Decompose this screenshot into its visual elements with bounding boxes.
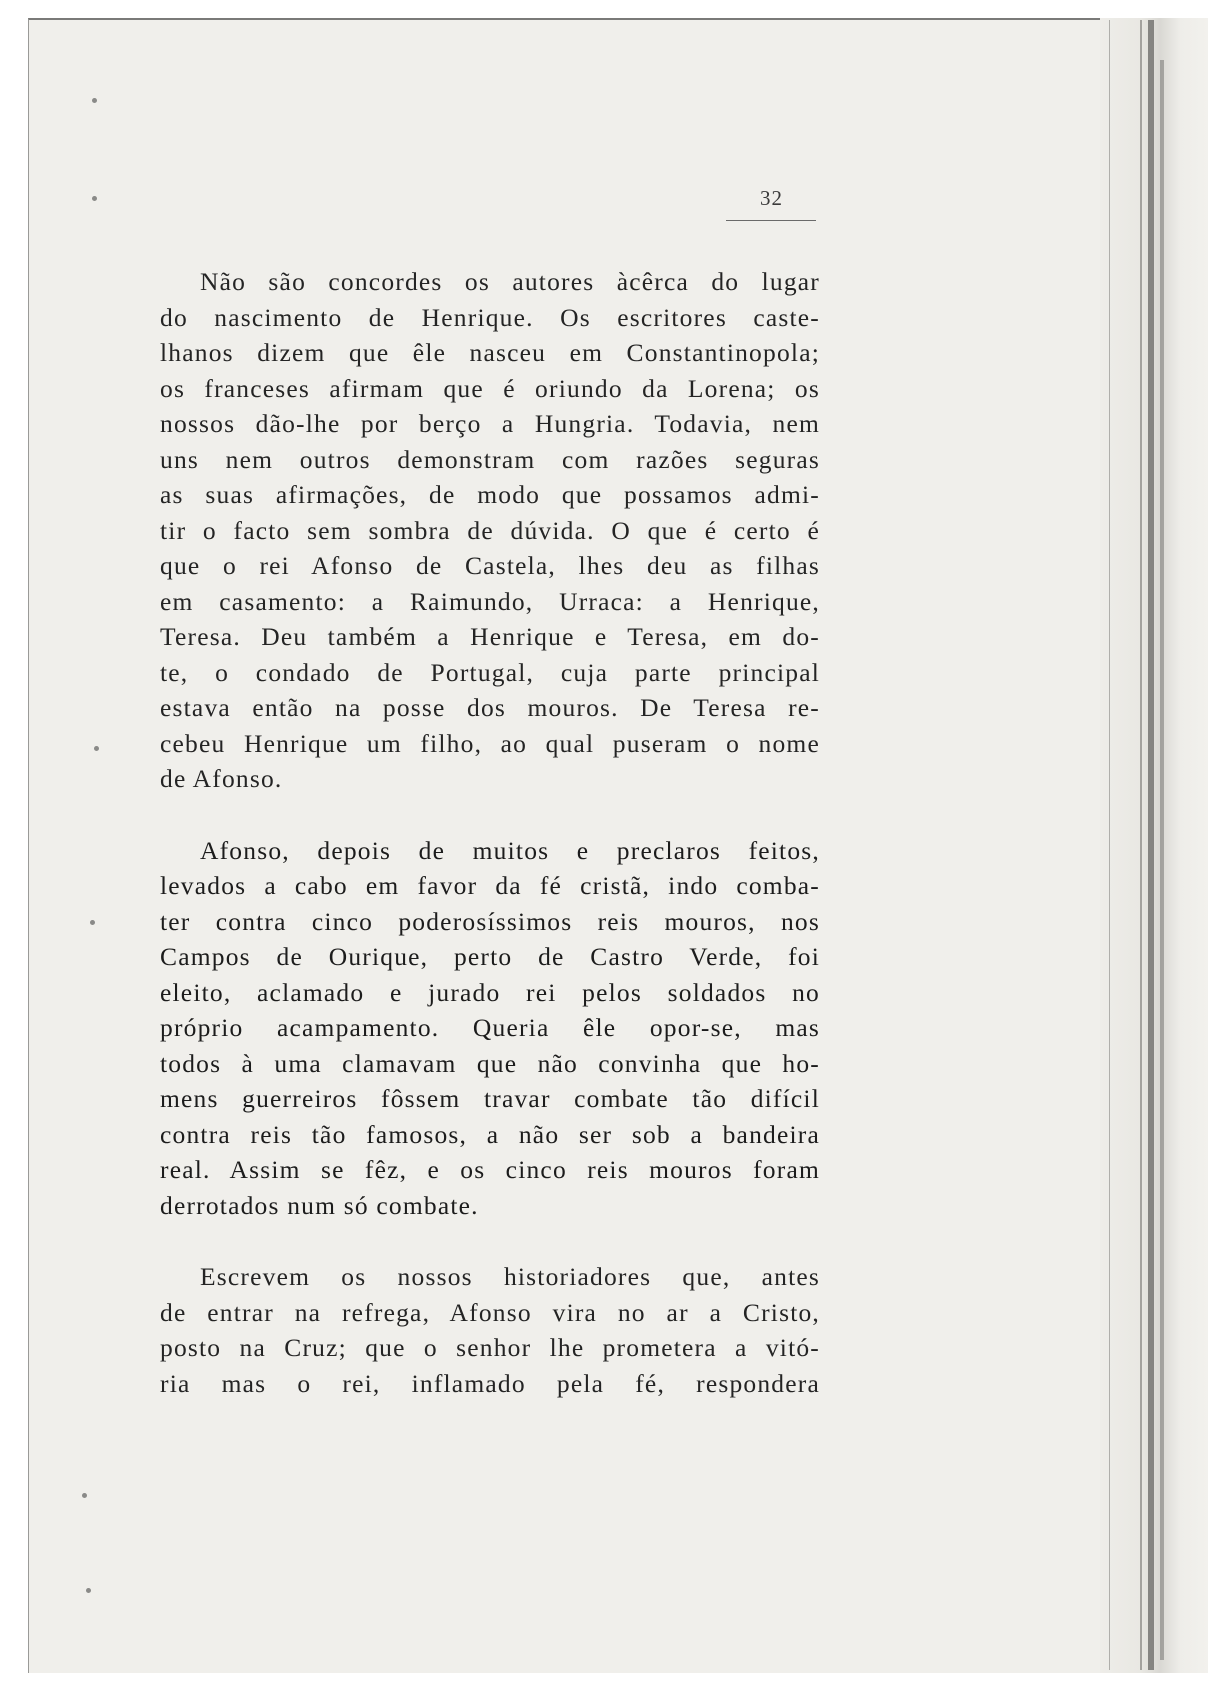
text-line: estava então na posse dos mouros. De Teresa re-	[160, 693, 820, 722]
paragraph-2	[160, 833, 820, 1224]
text-line: ria mas o rei, inflamado pela fé, respondera	[160, 1368, 820, 1398]
text-line: em casamento: a Raimundo, Urraca: a Henrique,	[160, 586, 820, 616]
binding-shadow-line	[1148, 20, 1154, 1670]
text-line: ter contra cinco poderosíssimos reis mouros, nos	[160, 906, 820, 936]
page-binding-edge	[1100, 18, 1208, 1673]
text-line: do nascimento de Henrique. Os escritores caste-	[160, 302, 820, 332]
scan-speck	[86, 1588, 91, 1593]
scan-speck	[92, 98, 97, 103]
text-line: nossos dão-lhe por berço a Hungria. Todavia, nem	[160, 409, 820, 438]
text-line: Afonso, depois de muitos e preclaros feitos,	[200, 835, 820, 865]
scan-speck	[92, 196, 97, 201]
text-line: Teresa. Deu também a Henrique e Teresa, em do-	[160, 622, 820, 651]
text-line: contra reis tão famosos, a não ser sob a bandeira	[160, 1119, 820, 1149]
text-line: os franceses afirmam que é oriundo da Lorena; os	[160, 373, 820, 403]
text-line: lhanos dizem que êle nasceu em Constantinopola;	[160, 338, 820, 367]
text-line: te, o condado de Portugal, cuja parte principal	[160, 657, 820, 687]
text-line: real. Assim se fêz, e os cinco reis mouros foram	[160, 1155, 820, 1184]
text-line: Campos de Ourique, perto de Castro Verde, foi	[160, 942, 820, 971]
text-line: que o rei Afonso de Castela, lhes deu as filhas	[160, 551, 820, 580]
text-line: todos à uma clamavam que não convinha que ho-	[160, 1048, 820, 1078]
paragraph-1	[160, 264, 820, 797]
page-number-rule	[726, 220, 816, 221]
text-line: de entrar na refrega, Afonso vira no ar a Cristo,	[160, 1297, 820, 1327]
binding-shadow-line	[1140, 20, 1142, 1670]
binding-shadow-line	[1109, 20, 1110, 1670]
scan-speck	[94, 746, 99, 751]
paragraph-3	[160, 1259, 820, 1401]
body-text	[160, 264, 820, 1401]
text-line: derrotados num só combate.	[160, 1190, 479, 1220]
text-line: uns nem outros demonstram com razões seguras	[160, 444, 820, 474]
text-line: próprio acampamento. Queria êle opor-se, mas	[160, 1013, 820, 1042]
text-line: as suas afirmações, de modo que possamos admi-	[160, 480, 820, 509]
scan-speck	[90, 920, 95, 925]
text-line: tir o facto sem sombra de dúvida. O que é certo é	[160, 515, 820, 545]
scan-speck	[82, 1493, 87, 1498]
text-line: posto na Cruz; que o senhor lhe prometera a vitó-	[160, 1333, 820, 1362]
page-number: 32	[760, 186, 783, 210]
binding-shadow-line	[1160, 60, 1164, 1660]
text-line: Não são concordes os autores àcêrca do lugar	[200, 267, 820, 296]
text-line: cebeu Henrique um filho, ao qual puseram o nome	[160, 728, 820, 758]
text-line: levados a cabo em favor da fé cristã, indo comba-	[160, 871, 820, 900]
text-line: de Afonso.	[160, 764, 283, 793]
text-line: Escrevem os nossos historiadores que, antes	[200, 1262, 820, 1291]
text-line: mens guerreiros fôssem travar combate tão difícil	[160, 1084, 820, 1113]
text-line: eleito, aclamado e jurado rei pelos soldados no	[160, 977, 820, 1007]
